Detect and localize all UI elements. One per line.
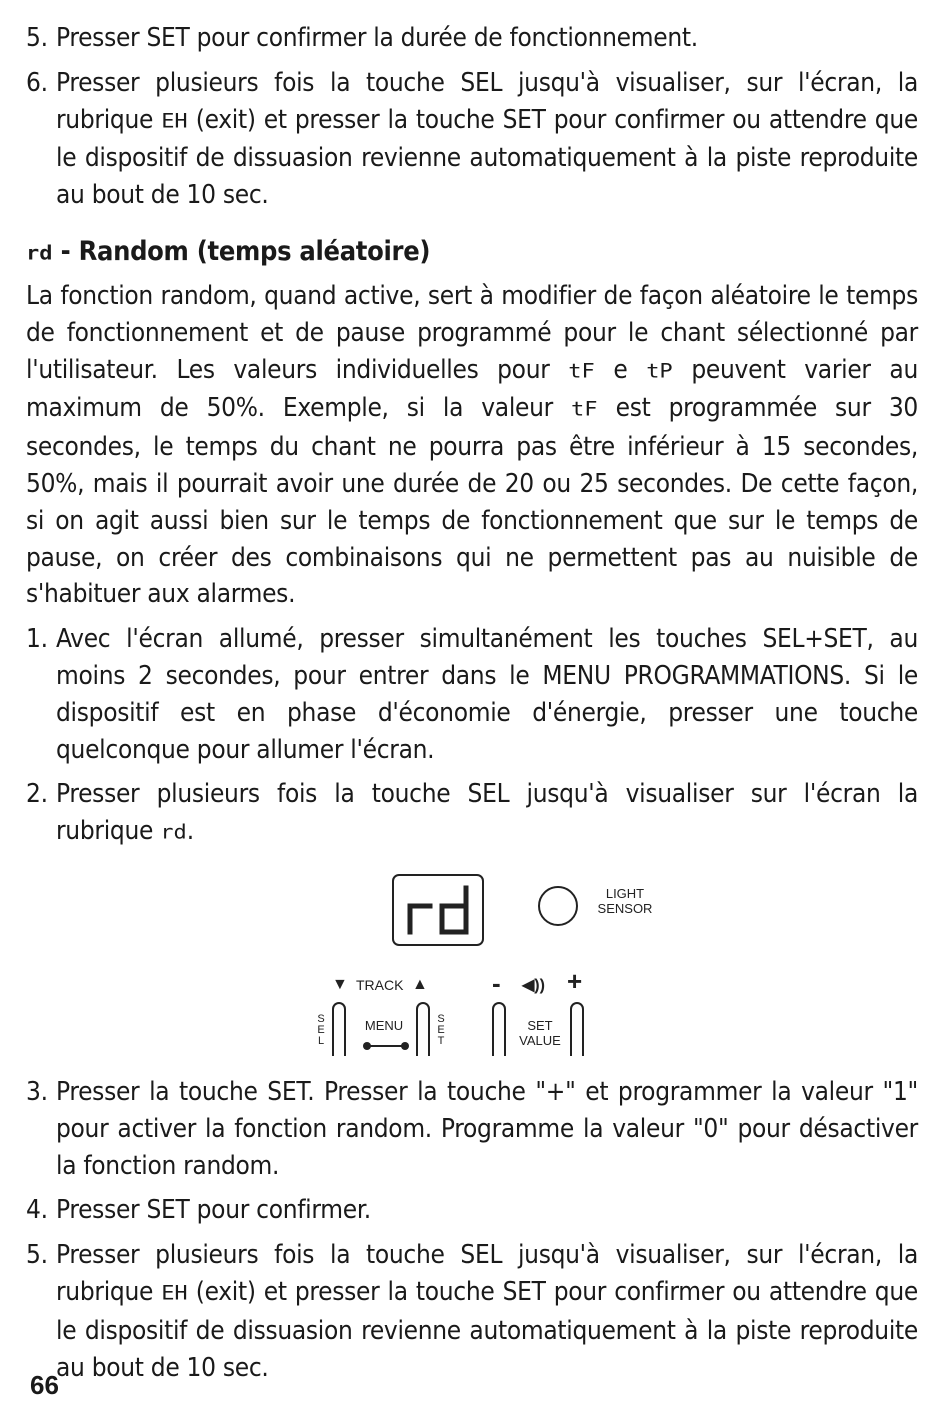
menu-connector-icon <box>362 1040 410 1052</box>
heading-text: - Random (temps aléatoire) <box>52 235 431 267</box>
segment-code-exit: EH <box>161 109 188 133</box>
intro-text: peuvent varier au maximum de 50%. Exemple, si la valeur <box>26 354 918 424</box>
segment-code-exit: EH <box>161 1282 188 1305</box>
light-sensor-label: LIGHT SENSOR <box>597 885 653 916</box>
segment-code-rd: rd <box>26 242 53 265</box>
list-item <box>26 1074 918 1184</box>
item-text-post: . <box>186 816 194 847</box>
set-vertical-label: S E T <box>437 1012 445 1047</box>
item-text-pre: Presser plusieurs fois la touche SEL jusqu'à visualiser sur l'écran la rubrique <box>56 779 918 847</box>
item-text-post: (exit) et presser la touche SET pour confirmer ou attendre que le dispositif de dissuasion revienne automatiquement à la piste reproduite au bout de 10 sec. <box>56 1276 918 1383</box>
segment-code-tf: tF <box>571 398 598 422</box>
item-text <box>56 776 918 852</box>
list-item <box>26 1237 918 1386</box>
list-item <box>26 621 918 768</box>
item-number: 6. <box>26 67 48 98</box>
item-text <box>56 65 918 214</box>
list-item <box>26 776 918 852</box>
item-text: Presser SET pour confirmer la durée de fonctionnement. <box>56 23 698 53</box>
intro-text: e <box>594 354 647 385</box>
track-label: TRACK <box>356 976 404 993</box>
list-item <box>26 1192 918 1229</box>
manual-page <box>26 20 918 1394</box>
item-text <box>56 1237 918 1386</box>
item-text: Presser la touche SET. Presser la touche "+" et programmer la valeur "1" pour activer la fonction random. Programme la valeur "0" pour désactiver la fonction random. <box>56 1076 918 1181</box>
segment-code-rd: rd <box>160 821 187 844</box>
list-item <box>26 20 918 57</box>
item-number: 4. <box>26 1195 48 1226</box>
item-text: Presser SET pour confirmer. <box>56 1195 371 1226</box>
sel-vertical-label: S E L <box>317 1012 325 1047</box>
section-heading <box>26 232 918 274</box>
item-text: Avec l'écran allumé, presser simultanément les touches SEL+SET, au moins 2 secondes, pour entrer dans le MENU PROGRAMMATIONS. Si le dispositif est en phase d'économie d'énergie, presser une touche quelconque pour allumer l'écran. <box>56 624 918 765</box>
sel-button[interactable] <box>332 1002 346 1056</box>
page-number: 66 <box>30 1370 59 1400</box>
track-up-icon: ▲ <box>412 975 428 993</box>
light-sensor-icon <box>538 886 578 926</box>
minus-icon: - <box>492 967 501 998</box>
intro-paragraph <box>26 278 918 613</box>
lcd-display <box>392 874 484 946</box>
item-number: 2. <box>26 779 48 810</box>
plus-icon: + <box>567 965 583 996</box>
menu-label: MENU <box>364 1017 404 1033</box>
minus-button[interactable] <box>492 1002 506 1056</box>
item-number: 5. <box>26 23 48 53</box>
lcd-display-icon <box>404 884 472 936</box>
segment-code-tf: tF <box>568 359 595 383</box>
speaker-icon: ◀)) <box>522 976 545 994</box>
intro-text: est programmée sur 30 secondes, le temps du chant ne pourra pas être inférieur à 15 secondes, 50%, mais il pourrait avoir une durée de 20 ou 25 secondes. De cette façon, si on agit aussi bien sur le temps de fonctionnement que sur le temps de pause, on créer des combinaisons qui ne permettent pas au nuisible de s'habituer aux alarmes. <box>26 393 918 610</box>
item-number: 1. <box>26 624 48 655</box>
set-button[interactable] <box>416 1002 430 1056</box>
list-item <box>26 65 918 214</box>
item-number: 5. <box>26 1240 48 1271</box>
item-text-pre: Presser plusieurs fois la touche SEL jusqu'à visualiser, sur l'écran, la rubrique <box>56 67 918 135</box>
item-text-pre: Presser plusieurs fois la touche SEL jusqu'à visualiser, sur l'écran, la rubrique <box>56 1240 918 1307</box>
set-value-label: SET VALUE <box>519 1017 561 1048</box>
item-number: 3. <box>26 1076 48 1107</box>
track-down-icon: ▼ <box>332 975 348 993</box>
device-control-panel <box>26 860 918 1060</box>
item-text-post: (exit) et presser la touche SET pour confirmer ou attendre que le dispositif de dissuasion revienne automatiquement à la piste reproduite au bout de 10 sec. <box>56 104 918 211</box>
segment-code-tp: tP <box>646 359 673 383</box>
plus-button[interactable] <box>570 1002 584 1056</box>
intro-text: La fonction random, quand active, sert à modifier de façon aléatoire le temps de fonctionnement et de pause programmé pour le chant sélectionné par l'utilisateur. Les valeurs individuelles pour <box>26 280 918 385</box>
